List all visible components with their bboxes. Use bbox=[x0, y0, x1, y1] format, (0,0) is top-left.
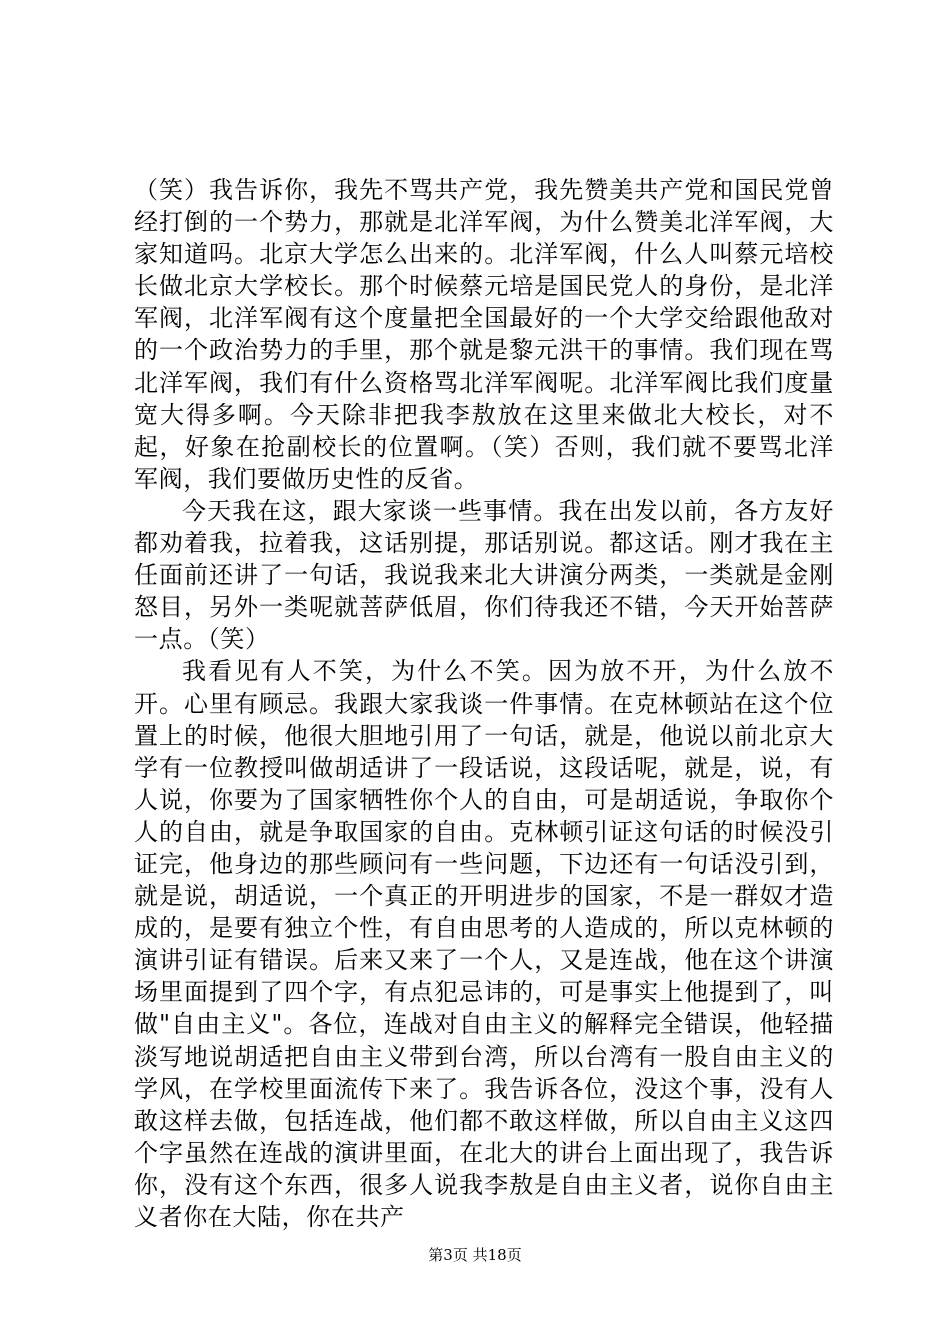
paragraph-1: （笑）我告诉你，我先不骂共产党，我先赞美共产党和国民党曾经打倒的一个势力，那就是北洋军阀，为什么赞美北洋军阀，大家知道吗。北京大学怎么出来的。北洋军阀，什么人叫蔡元培校长做北京大学校长。那个时候蔡元培是国民党人的身份，是北洋军阀，北洋军阀有这个度量把全国最好的一个大学交给跟他敌对的一个政治势力的手里，那个就是黎元洪干的事情。我们现在骂北洋军阀，我们有什么资格骂北洋军阀呢。北洋军阀比我们度量宽大得多啊。今天除非把我李敖放在这里来做北大校长，对不起，好象在抢副校长的位置啊。（笑）否则，我们就不要骂北洋军阀，我们要做历史性的反省。 bbox=[134, 176, 834, 493]
paragraph-2: 今天我在这，跟大家谈一些事情。我在出发以前，各方友好都劝着我，拉着我，这话别提，那话别说。都这话。刚才我在主任面前还讲了一句话，我说我来北大讲演分两类，一类就是金刚怒目，另外一类呢就菩萨低眉，你们待我还不错，今天开始菩萨一点。（笑） bbox=[134, 496, 834, 654]
paragraph-3: 我看见有人不笑，为什么不笑。因为放不开，为什么放不开。心里有顾忌。我跟大家我谈一件事情。在克林顿站在这个位置上的时候，他很大胆地引用了一句话，就是，他说以前北京大学有一位教授叫做胡适讲了一段话说，这段话呢，就是，说，有人说，你要为了国家牺牲你个人的自由，可是胡适说，争取你个人的自由，就是争取国家的自由。克林顿引证这句话的时候没引证完，他身边的那些顾问有一些问题，下边还有一句话没引到，就是说，胡适说，一个真正的开明进步的国家，不是一群奴才造成的，是要有独立个性，有自由思考的人造成的，所以克林顿的演讲引证有错误。后来又来了一个人，又是连战，他在这个讲演场里面提到了四个字，有点犯忌讳的，可是事实上他提到了，叫做"自由主义"。各位，连战对自由主义的解释完全错误，他轻描淡写地说胡适把自由主义带到台湾，所以台湾有一股自由主义的学风，在学校里面流传下来了。我告诉各位，没这个事，没有人敢这样去做，包括连战，他们都不敢这样做，所以自由主义这四个字虽然在连战的演讲里面，在北大的讲台上面出现了，我告诉你，没有这个东西，很多人说我李敖是自由主义者，说你自由主义者你在大陆，你在共产 bbox=[134, 657, 834, 1231]
page-footer bbox=[0, 1244, 950, 1265]
document-body bbox=[134, 174, 834, 1233]
page-number-label: 第3页 共18页 bbox=[428, 1246, 522, 1264]
